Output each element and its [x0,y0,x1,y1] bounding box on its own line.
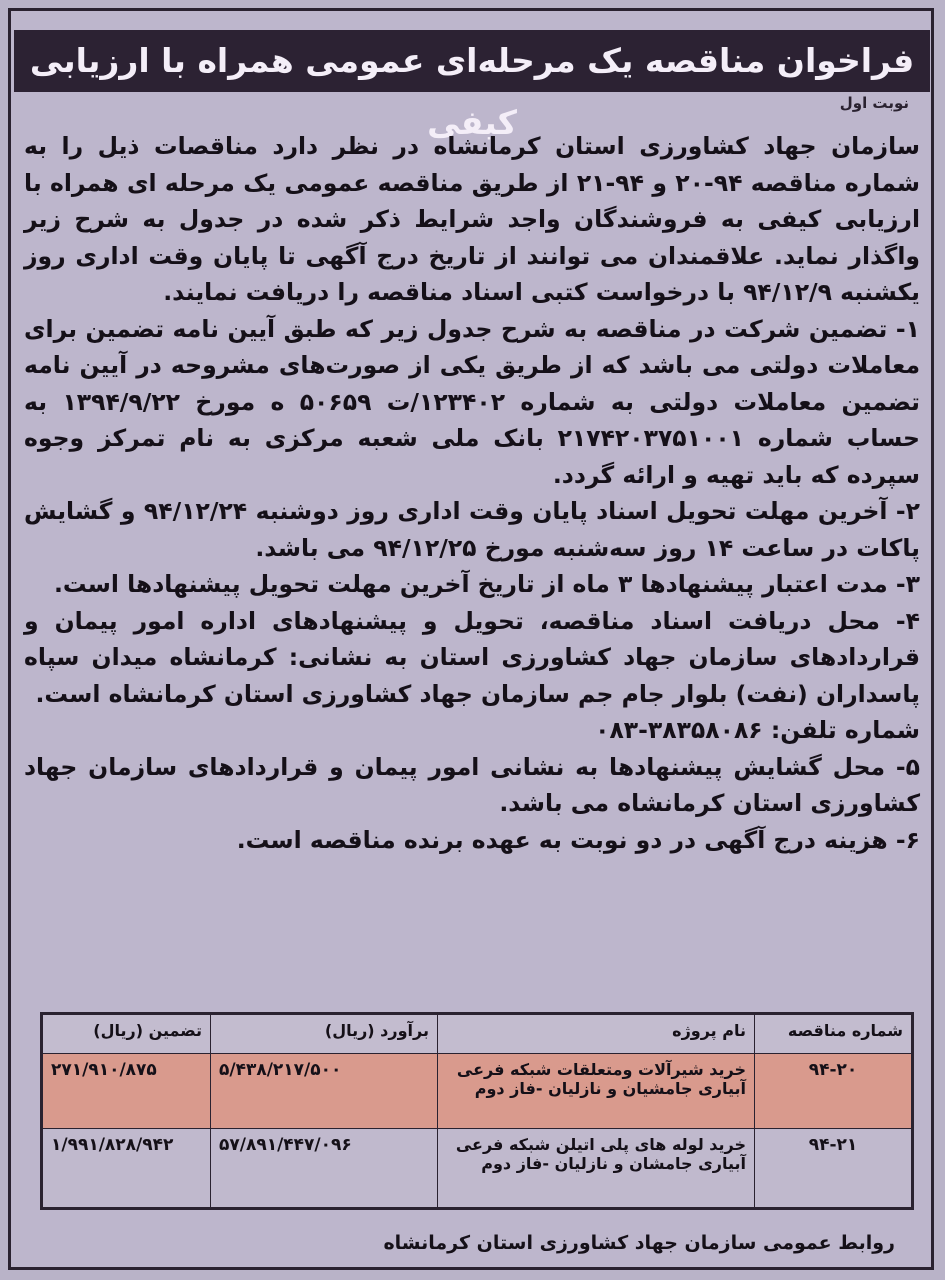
cell-estimate: ۵۷/۸۹۱/۴۴۷/۰۹۶ [211,1129,438,1208]
notice-body [24,128,920,858]
table-row [43,1054,912,1129]
cell-project: خرید لوله های پلی اتیلن شبکه فرعی آبیاری جامشان و نازلیان -فاز دوم [438,1129,755,1208]
tender-table [40,1012,914,1210]
item-1: ۱- تضمین شرکت در مناقصه به شرح جدول زیر که طبق آیین نامه تضمین برای معاملات دولتی می باشد که از طریق یکی از صورت‌های مشروحه در آیین نامه تضمین معاملات دولتی به شماره ۱۲۳۴۰۲/ت ۵۰۶۵۹ ه مورخ ۱۳۹۴/۹/۲۲ به حساب شماره ۲۱۷۴۲۰۳۷۵۱۰۰۱ بانک ملی شعبه مرکزی به نام تمرکز وجوه سپرده که باید تهیه و ارائه گردد. [24,314,920,489]
header-estimate: برآورد (ریال) [211,1015,438,1054]
header-tender-no: شماره مناقصه [755,1015,912,1054]
notice-title: فراخوان مناقصه یک مرحله‌ای عمومی همراه با ارزیابی کیفی [14,30,930,92]
cell-tender-no: ۹۴-۲۱ [755,1129,912,1208]
table-header-row [43,1015,912,1054]
item-4: ۴- محل دریافت اسناد مناقصه، تحویل و پیشنهادهای اداره امور پیمان و قراردادهای سازمان جهاد کشاورزی استان به نشانی: کرمانشاه میدان سپاه پاسداران (نفت) بلوار جام جم سازمان جهاد کشاورزی استان کرمانشاه است. [24,606,920,708]
item-5: ۵- محل گشایش پیشنهادها به نشانی امور پیمان و قراردادهای سازمان جهاد کشاورزی استان کرمانشاه می باشد. [24,752,920,817]
table-row [43,1129,912,1208]
round-label: نوبت اول [839,94,909,112]
cell-tender-no: ۹۴-۲۰ [755,1054,912,1129]
cell-guarantee: ۲۷۱/۹۱۰/۸۷۵ [43,1054,211,1129]
header-guarantee: تضمین (ریال) [43,1015,211,1054]
cell-guarantee: ۱/۹۹۱/۸۲۸/۹۴۲ [43,1129,211,1208]
cell-estimate: ۵/۴۳۸/۲۱۷/۵۰۰ [211,1054,438,1129]
footer-signature: روابط عمومی سازمان جهاد کشاورزی استان کرمانشاه [383,1232,895,1254]
item-3: ۳- مدت اعتبار پیشنهادها ۳ ماه از تاریخ آخرین مهلت تحویل پیشنهادها است. [53,570,920,598]
cell-project: خرید شیرآلات ومتعلقات شبکه فرعی آبیاری جامشیان و نازلیان -فاز دوم [438,1054,755,1129]
header-project: نام پروژه [438,1015,755,1054]
intro-paragraph: سازمان جهاد کشاورزی استان کرمانشاه در نظر دارد مناقصات ذیل را به شماره مناقصه ۹۴-۲۰ و ۹۴-۲۱ از طریق مناقصه عمومی یک مرحله ای همراه با ارزیابی کیفی به فروشندگان واجد شرایط ذکر شده در جدول به شرح زیر واگذار نماید. علاقمندان می توانند از تاریخ درج آگهی تا پایان وقت اداری روز یکشنبه ۹۴/۱۲/۹ با درخواست کتبی اسناد مناقصه را دریافت نمایند. [24,132,920,306]
phone-line: شماره تلفن: ۳۸۳۵۸۰۸۶-۰۸۳ [595,716,920,744]
item-6: ۶- هزینه درج آگهی در دو نوبت به عهده برنده مناقصه است. [236,825,920,854]
item-2: ۲- آخرین مهلت تحویل اسناد پایان وقت اداری روز دوشنبه ۹۴/۱۲/۲۴ و گشایش پاکات در ساعت ۱۴ روز سه‌شنبه مورخ ۹۴/۱۲/۲۵ می باشد. [24,497,920,562]
